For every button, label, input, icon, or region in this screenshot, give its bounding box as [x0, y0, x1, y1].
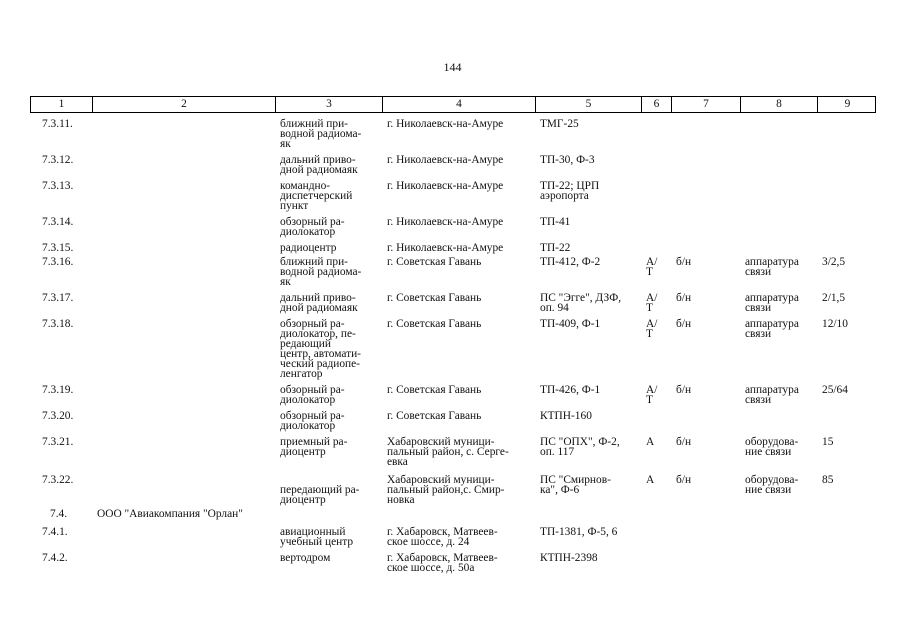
cell-col-6: А/ Т [646, 256, 658, 278]
cell-col-4: г. Николаевск-на-Амуре [387, 242, 504, 254]
cell-col-5: ТМГ-25 [540, 118, 579, 130]
cell-col-6 [640, 119, 670, 149]
cell-col-7: б/н [676, 474, 692, 486]
table-body [30, 119, 876, 505]
cell-col-9 [816, 411, 876, 431]
header-col-8: 8 [740, 97, 817, 112]
cell-col-9 [816, 217, 876, 237]
cell-col-4: г. Николаевск-на-Амуре [387, 216, 504, 228]
table-row [30, 527, 876, 547]
cell-col-3: обзорный ра- диолокатор, пе- редающий центр, автомати- ческий радиопе- ленгатор [280, 318, 361, 380]
cell-col-4: г. Николаевск-на-Амуре [387, 154, 504, 166]
table-row [30, 553, 876, 573]
cell-col-3: командно- диспетчерский пункт [280, 180, 353, 212]
cell-col-1: 7.4.1. [42, 526, 68, 538]
cell-col-9 [816, 527, 876, 547]
cell-col-5: ПС "ОПХ", Ф-2, оп. 117 [540, 436, 620, 458]
cell-col-8: аппаратура связи [745, 318, 799, 340]
cell-col-3: дальний приво- дной радиомаяк [280, 292, 358, 314]
org-row [30, 509, 876, 519]
table-row [30, 437, 876, 467]
cell-col-7 [670, 243, 739, 253]
cell-col-1: 7.4.2. [42, 552, 68, 564]
cell-col-5: КТПН-2398 [540, 552, 598, 564]
org-name: ООО "Авиакомпания "Орлан" [97, 508, 243, 520]
cell-col-6: А/ Т [646, 318, 658, 340]
cell-col-9 [816, 243, 876, 253]
cell-col-6 [640, 527, 670, 547]
cell-col-7: б/н [676, 318, 692, 330]
cell-col-9 [816, 155, 876, 175]
cell-col-9 [816, 181, 876, 211]
cell-col-1: 7.3.16. [42, 256, 74, 268]
cell-col-5: ТП-22; ЦРП аэропорта [540, 180, 600, 202]
page-number: 144 [443, 60, 462, 74]
cell-col-2 [91, 553, 274, 573]
cell-col-8 [739, 119, 816, 149]
header-col-1: 1 [58, 98, 65, 110]
cell-col-2 [91, 217, 274, 237]
cell-col-9: 15 [822, 436, 834, 448]
cell-col-4: Хабаровский муници- пальный район,с. Смир- новка [387, 474, 505, 506]
cell-col-5: ПС "Эгге", ДЗФ, оп. 94 [540, 292, 622, 314]
cell-col-4: г. Советская Гавань [387, 384, 482, 396]
cell-col-1: 7.3.19. [42, 384, 74, 396]
cell-col-7 [670, 411, 739, 431]
cell-col-4: г. Хабаровск, Матвеев- ское шоссе, д. 50а [387, 552, 498, 574]
cell-col-9 [816, 119, 876, 149]
cell-col-5: ТП-41 [540, 216, 571, 228]
cell-col-6 [640, 155, 670, 175]
cell-col-8: аппаратура связи [745, 256, 799, 278]
cell-col-3: приемный ра- диоцентр [280, 436, 348, 458]
cell-col-2 [91, 411, 274, 431]
cell-col-1: 7.3.14. [42, 216, 74, 228]
cell-col-3: обзорный ра- диолокатор [280, 410, 345, 432]
header-col-6: 6 [641, 97, 671, 112]
data-table [30, 96, 876, 573]
cell-col-5: ТП-409, Ф-1 [540, 318, 601, 330]
cell-col-3: радиоцентр [280, 242, 337, 254]
cell-col-2 [91, 293, 274, 313]
header-col-3: 3 [275, 97, 382, 112]
cell-col-9: 2/1,5 [822, 292, 846, 304]
cell-col-7 [670, 217, 739, 237]
table-row [30, 319, 876, 379]
cell-col-3: передающий ра- диоцентр [280, 484, 360, 506]
cell-col-2 [91, 385, 274, 405]
cell-col-8 [739, 553, 816, 573]
cell-col-5: ТП-426, Ф-1 [540, 384, 601, 396]
cell-col-8 [739, 411, 816, 431]
cell-col-2 [91, 119, 274, 149]
header-col-2: 2 [92, 97, 275, 112]
cell-col-4: Хабаровский муници- пальный район, с. Серге- евка [387, 436, 509, 468]
table-row [30, 257, 876, 287]
cell-col-5: ТП-1381, Ф-5, 6 [540, 526, 618, 538]
cell-col-8 [739, 243, 816, 253]
cell-col-9: 85 [822, 474, 834, 486]
cell-col-4: г. Советская Гавань [387, 410, 482, 422]
cell-col-3: вертодром [280, 552, 331, 564]
cell-col-5: КТПН-160 [540, 410, 592, 422]
cell-col-2 [91, 243, 274, 253]
cell-col-4: г. Николаевск-на-Амуре [387, 118, 504, 130]
cell-col-6: А [646, 474, 655, 486]
header-col-7: 7 [671, 97, 740, 112]
cell-col-9: 25/64 [822, 384, 848, 396]
cell-col-1: 7.3.12. [42, 154, 74, 166]
cell-col-1: 7.3.22. [42, 474, 74, 486]
cell-col-7 [670, 553, 739, 573]
cell-col-6: А [646, 436, 655, 448]
cell-col-4: г. Советская Гавань [387, 256, 482, 268]
cell-col-7: б/н [676, 436, 692, 448]
cell-col-1: 7.3.18. [42, 318, 74, 330]
cell-col-8 [739, 527, 816, 547]
cell-col-2 [91, 155, 274, 175]
cell-col-6 [640, 243, 670, 253]
cell-col-8: аппаратура связи [745, 384, 799, 406]
cell-col-8: аппаратура связи [745, 292, 799, 314]
cell-col-5: ТП-412, Ф-2 [540, 256, 601, 268]
table-header [30, 96, 876, 113]
cell-col-3: ближний при- водной радиома- як [280, 256, 362, 288]
table-row [30, 293, 876, 313]
table-row [30, 181, 876, 211]
cell-col-9: 3/2,5 [822, 256, 846, 268]
cell-col-2 [91, 437, 274, 467]
cell-col-6: А/ Т [646, 384, 658, 406]
cell-col-9: 12/10 [822, 318, 848, 330]
cell-col-7 [670, 527, 739, 547]
cell-col-3: обзорный ра- диолокатор [280, 384, 345, 406]
cell-col-1: 7.3.13. [42, 180, 74, 192]
cell-col-1: 7.3.21. [42, 436, 74, 448]
cell-col-6 [640, 553, 670, 573]
cell-col-7: б/н [676, 384, 692, 396]
cell-col-2 [91, 319, 274, 379]
cell-col-6 [640, 181, 670, 211]
table-row [30, 475, 876, 505]
cell-col-8: оборудова- ние связи [745, 436, 799, 458]
cell-col-7 [670, 181, 739, 211]
cell-col-5: ТП-22 [540, 242, 571, 254]
cell-col-5: ПС "Смирнов- ка", Ф-6 [540, 474, 611, 496]
table-row [30, 155, 876, 175]
cell-col-8: оборудова- ние связи [745, 474, 799, 496]
cell-col-5: ТП-30, Ф-3 [540, 154, 595, 166]
header-col-4: 4 [382, 97, 535, 112]
cell-col-8 [739, 181, 816, 211]
cell-col-6 [640, 217, 670, 237]
cell-col-8 [739, 155, 816, 175]
header-col-5: 5 [535, 97, 641, 112]
cell-col-3: авиационный учебный центр [280, 526, 354, 548]
table-body-continued [30, 527, 876, 573]
table-row [30, 385, 876, 405]
cell-col-2 [91, 181, 274, 211]
cell-col-3: ближний при- водной радиома- як [280, 118, 362, 150]
cell-col-2 [91, 257, 274, 287]
cell-col-7 [670, 155, 739, 175]
cell-col-7: б/н [676, 292, 692, 304]
cell-col-1: 7.3.20. [42, 410, 74, 422]
table-row [30, 243, 876, 253]
cell-col-8 [739, 217, 816, 237]
cell-col-2 [91, 475, 274, 505]
cell-col-1: 7.3.17. [42, 292, 74, 304]
cell-col-4: г. Хабаровск, Матвеев- ское шоссе, д. 24 [387, 526, 498, 548]
cell-col-4: г. Николаевск-на-Амуре [387, 180, 504, 192]
cell-col-1: 7.3.11. [42, 118, 73, 130]
cell-col-9 [816, 553, 876, 573]
cell-col-4: г. Советская Гавань [387, 318, 482, 330]
org-number: 7.4. [50, 508, 68, 520]
cell-col-3: обзорный ра- диолокатор [280, 216, 345, 238]
table-row [30, 411, 876, 431]
cell-col-7: б/н [676, 256, 692, 268]
cell-col-7 [670, 119, 739, 149]
cell-col-2 [91, 527, 274, 547]
table-row [30, 217, 876, 237]
header-col-9: 9 [817, 97, 877, 112]
cell-col-1: 7.3.15. [42, 242, 74, 254]
cell-col-4: г. Советская Гавань [387, 292, 482, 304]
cell-col-6 [640, 411, 670, 431]
table-row [30, 119, 876, 149]
cell-col-6: А/ Т [646, 292, 658, 314]
cell-col-3: дальний приво- дной радиомаяк [280, 154, 358, 176]
